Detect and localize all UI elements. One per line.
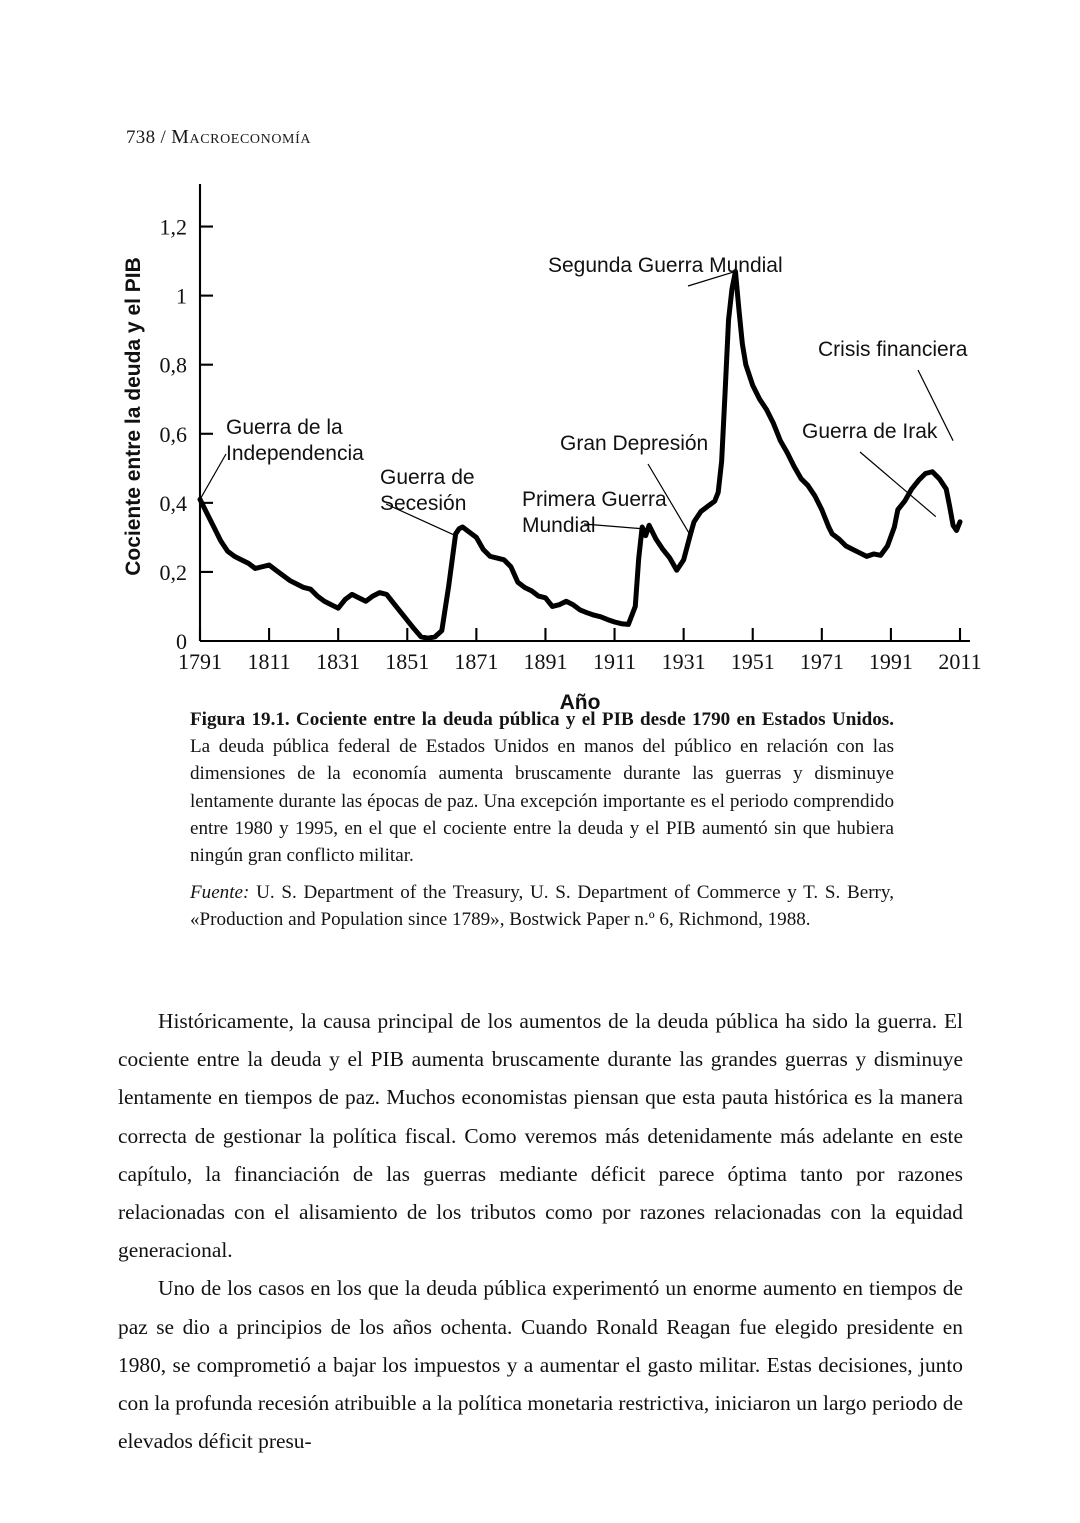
book-title: Macroeconomía [171,126,312,148]
page-number: 738 [126,127,156,148]
x-axis-title: Año [559,691,601,714]
x-tick-label: 2011 [938,649,982,674]
x-tick-label: 1911 [592,649,637,674]
figure-caption [190,706,894,869]
annotation-label: Crisis financiera [818,338,968,361]
x-tick-label: 1851 [385,649,430,674]
x-tick-label: 1791 [178,649,222,674]
annotation-label: Secesión [380,492,467,515]
x-tick-label: 1951 [730,649,775,674]
annotation-segunda-guerra-mundial [548,254,783,286]
running-head-separator: / [160,127,167,148]
figure-source [190,879,894,933]
y-tick-label: 1 [176,283,187,309]
figure-caption-block [190,706,894,934]
y-axis-title: Cociente entre la deuda y el PIB [122,257,145,576]
x-tick-label: 1991 [868,649,913,674]
y-tick-label: 0 [176,629,187,654]
y-tick-label: 1,2 [159,214,187,240]
body-text [118,1002,963,1460]
x-tick-label: 1891 [523,649,568,674]
annotation-label: Primera Guerra [522,488,667,511]
annotation-label: Guerra de [380,466,475,489]
debt-gdp-ratio-chart [118,176,982,714]
paragraph-2: Uno de los casos en los que la deuda pública experimentó un enorme aumento en tiempos de paz se dio a principios de los años ochenta. Cuando Ronald Reagan fue elegido presidente en 1980, se comprometió a bajar los impuestos y a aumentar el gasto militar. Estas decisiones, junto con la profunda recesión atribuible a la política monetaria restrictiva, iniciaron un largo periodo de elevados déficit presu- [118,1276,963,1454]
annotation-leader-line [200,454,226,499]
y-tick-label: 0,2 [159,559,187,585]
x-tick-label: 1971 [799,649,844,674]
source-text: U. S. Department of the Treasury, U. S. Department of Commerce y T. S. Berry, «Production and Population since 1789», Bostwick Paper n.º 6, Richmond, 1988. [190,882,894,931]
source-label: Fuente: [190,882,250,904]
annotation-label: Segunda Guerra Mundial [548,254,783,277]
y-tick-label: 0,4 [159,490,187,516]
annotation-label: Independencia [226,442,364,465]
y-tick-label: 0,8 [159,352,187,378]
running-head [126,126,311,149]
figure-caption-body: La deuda pública federal de Estados Unidos en manos del público en relación con las dimensiones de la economía aumenta bruscamente durante las guerras y disminuye lentamente durante las épocas de paz. Una excepción importante es el periodo comprendido entre 1980 y 1995, en el que el cociente entre la deuda y el PIB aumentó sin que hubiera ningún gran conflicto militar. [190,736,894,867]
x-tick-label: 1811 [247,649,291,674]
annotation-label: Gran Depresión [560,432,709,455]
x-tick-label: 1831 [316,649,361,674]
annotation-label: Guerra de Irak [802,420,938,443]
annotation-guerra-secesion [380,466,475,536]
x-tick-label: 1931 [661,649,706,674]
x-tick-label: 1871 [454,649,499,674]
figure-caption-title: Figura 19.1. Cociente entre la deuda pública y el PIB desde 1790 en Estados Unidos. [190,709,894,730]
y-tick-label: 0,6 [159,421,187,447]
annotation-label: Guerra de la [226,416,343,439]
figure-19-1 [118,176,982,714]
annotation-guerra-independencia [200,416,364,499]
annotation-guerra-irak [802,420,938,517]
paragraph-1: Históricamente, la causa principal de los aumentos de la deuda pública ha sido la guerra. El cociente entre la deuda y el PIB aumenta bruscamente durante las grandes guerras y disminuye lentamente en tiempos de paz. Muchos economistas piensan que esta pauta histórica es la manera correcta de gestionar la política fiscal. Como veremos más detenidamente más adelante en este capítulo, la financiación de las guerras mediante déficit parece óptima tanto por razones relacionadas con el alisamiento de los tributos como por razones relacionadas con la equidad generacional. [118,1009,963,1263]
annotation-label: Mundial [522,514,596,537]
